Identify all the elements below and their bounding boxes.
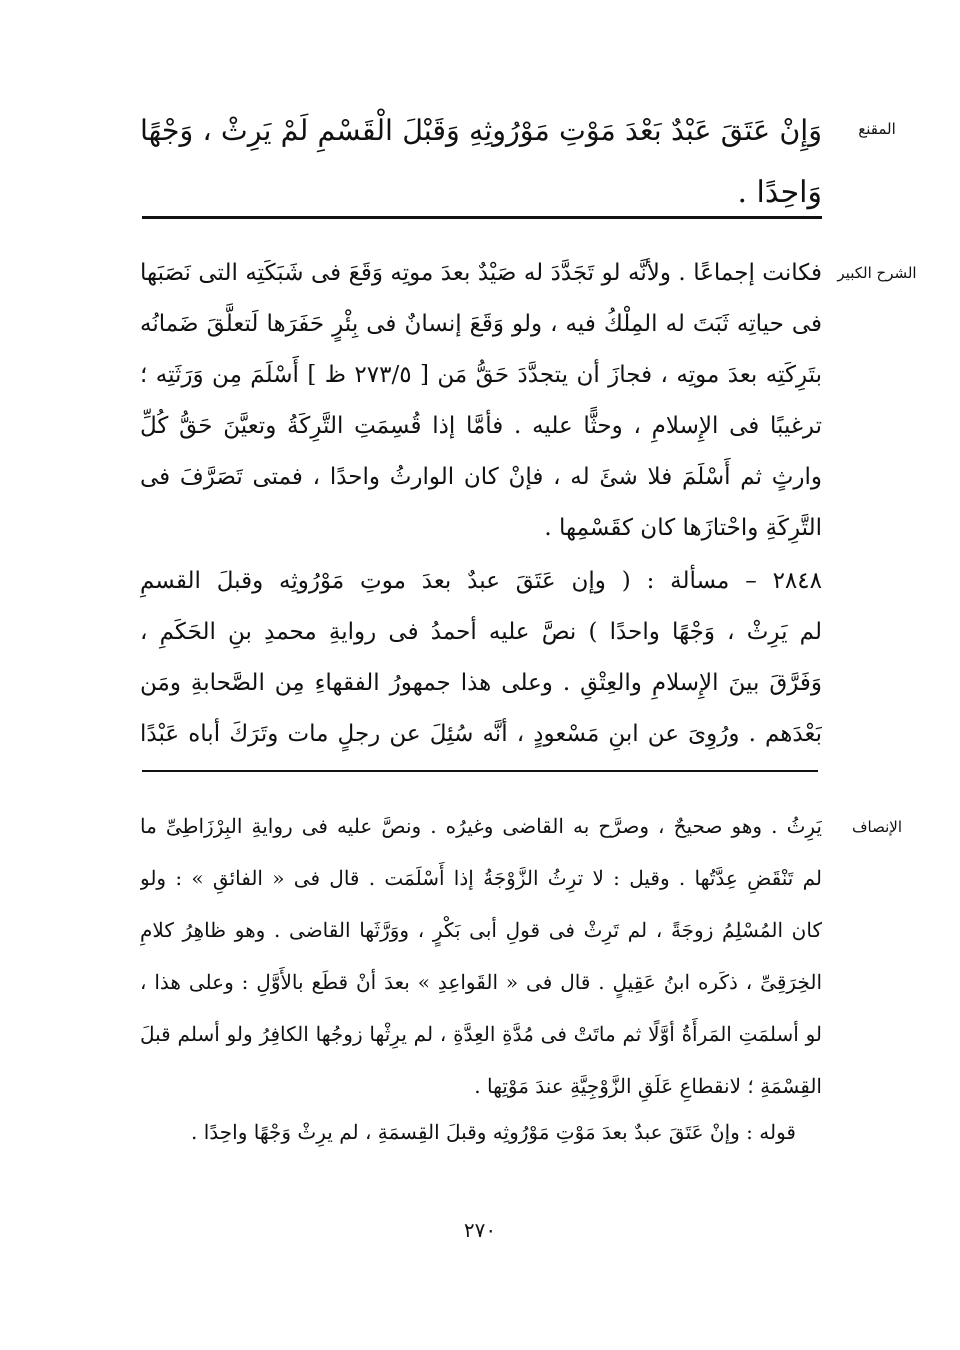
text-line: التَّرِكَةِ واحْتازَها كان كقَسْمِها .	[544, 515, 822, 541]
section-divider-thick	[142, 216, 822, 219]
text-line: بتَرِكَتِه بعدَ موتِه ، فجازَ أن يتجدَّدَ حَقُّ مَن [ ٢٧٣/٥ ظ ] أَسْلَمَ مِن وَرَثَتِه ؛	[140, 362, 822, 388]
text-line: قوله : وإنْ عَتَقَ عبدٌ بعدَ مَوْتِ مَوْرُوثِه وقبلَ القِسمَةِ ، لم يرِثْ وَجْهًا واحِدًا .	[191, 1120, 796, 1144]
text-line: بَعْدَهم . ورُوِىَ عن ابنِ مَسْعودٍ ، أنَّه سُئِلَ عن رجلٍ مات وتَرَكَ أباه عَبْدًا	[140, 721, 822, 747]
insaf-paragraph-1	[140, 800, 822, 1112]
text-line: وَإِنْ عَتَقَ عَبْدٌ بَعْدَ مَوْتِ مَوْرُوثِهِ وَقَبْلَ الْقَسْمِ لَمْ يَرِثْ ، وَجْهًا	[140, 114, 822, 147]
page-number: ٢٧٠	[463, 1218, 497, 1242]
text-line: الخِرَقِىِّ ، ذكَره ابنُ عَقِيلٍ . قال فى « القَواعِدِ » بعدَ أنْ قطَع بالأَوَّلِ : وعلى هذا ،	[140, 970, 822, 994]
sharh-paragraph-1	[140, 248, 822, 554]
text-line: كان المُسْلِمُ زوجَةً ، لم تَرِثْ فى قولِ أبى بَكْرٍ ، ووَرَّثَها القاضى . وهو ظاهِرُ كلامِ	[140, 918, 822, 942]
muqni-text	[140, 100, 822, 224]
section-divider	[142, 770, 818, 772]
text-line: فى حياتِه ثَبَتَ له المِلْكُ فيه ، ولو وَقَعَ إنسانٌ فى بِئْرٍ حَفَرَها لَتعلَّقَ ضَمانُه	[140, 311, 822, 337]
text-line: فكانت إجماعًا . ولأنَّه لو تَجَدَّدَ له صَيْدٌ بعدَ موتِه وَقَعَ فى شَبَكَتِه التى نَصَبَها	[140, 260, 822, 286]
text-line: لم يَرِثْ ، وَجْهًا واحدًا ) نصَّ عليه أحمدُ فى روايةِ محمدِ بنِ الحَكَمِ ،	[140, 619, 822, 645]
text-line: لم تَنْقَضِ عِدَّتُها . وقيل : لا ترِثُ الزَّوْجَةُ إذا أَسْلَمَت . قال فى « الفائقِ » : ولو	[140, 866, 822, 890]
text-line: القِسْمَةِ ؛ لانقطاعِ عَلَقِ الزَّوْجِيَّةِ عندَ مَوْتِها .	[474, 1074, 822, 1098]
text-line: ٢٨٤٨ – مسألة : ( وإن عَتَقَ عبدٌ بعدَ موتِ مَوْرُوثِه وقبلَ القسمِ	[140, 568, 822, 594]
text-line: ترغيبًا فى الإِسلامِ ، وحثًّا عليه . فأمَّا إذا قُسِمَتِ التَّرِكَةُ وتعيَّنَ حَقُّ كُلِّ	[140, 413, 822, 439]
insaf-paragraph-2	[140, 1106, 822, 1158]
insaf-label: الإنصاف	[851, 818, 903, 836]
text-line: وَفَرَّقَ بينَ الإِسلامِ والعِتْقِ . وعلى هذا جمهورُ الفقهاءِ مِن الصَّحابةِ ومَن	[140, 670, 822, 696]
text-line: يَرِثُ . وهو صحيحٌ ، وصرَّح به القاضى وغيرُه . ونصَّ عليه فى روايةِ البِرْزَاطِىِّ ما	[140, 814, 822, 838]
text-line: لو أسلمَتِ المَرأَةُ أوَّلًا ثم ماتَتْ فى مُدَّةِ العِدَّةِ ، لم يرِثْها زوجُها الكافِرُ ولو أسلم قبلَ	[140, 1022, 822, 1046]
text-line: وَاحِدًا .	[737, 175, 822, 210]
sharh-label: الشرح الكبير	[837, 264, 917, 282]
sharh-paragraph-2	[140, 556, 822, 760]
muqni-label: المقنع	[858, 120, 896, 138]
text-line: وارثٍ ثم أَسْلَمَ فلا شئَ له ، فإنْ كان الوارثُ واحدًا ، فمتى تَصَرَّفَ فى	[140, 464, 822, 490]
